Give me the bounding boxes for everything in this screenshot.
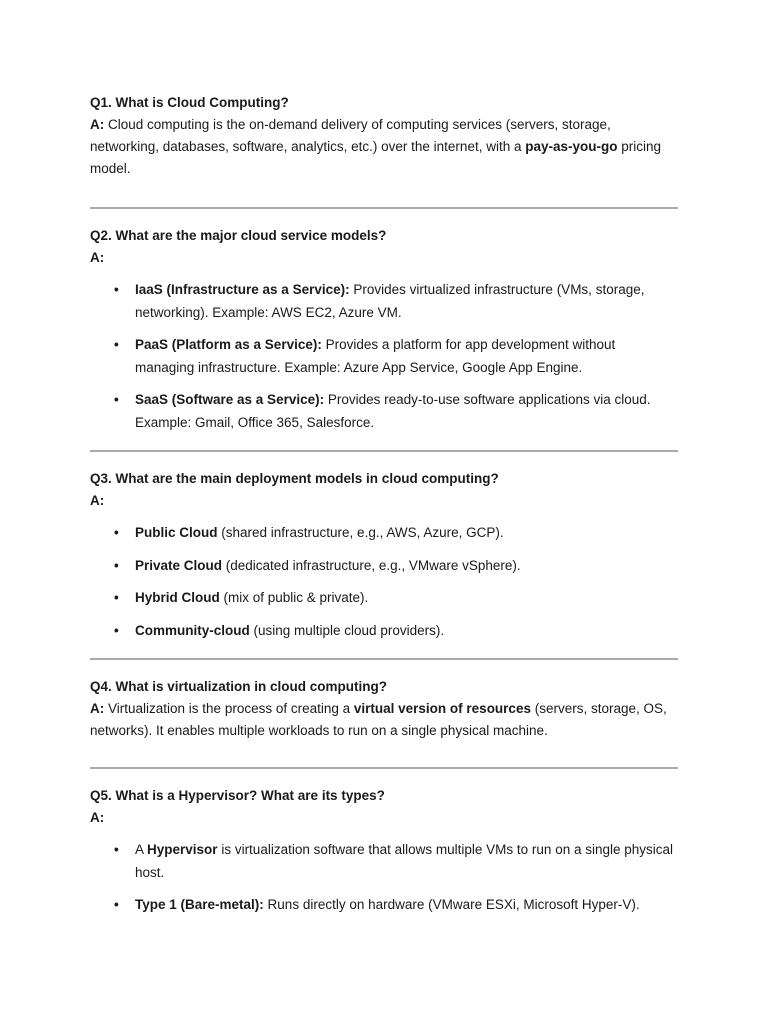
list-item (90, 620, 678, 643)
list-item-term: Private Cloud (135, 557, 223, 573)
list-item (90, 334, 678, 379)
divider-4 (90, 767, 678, 769)
divider-1 (90, 207, 678, 209)
list-item-term: Public Cloud (135, 525, 218, 540)
list-item-text: (shared infrastructure, e.g., AWS, Azure, GCP). (217, 525, 504, 540)
q1-answer (90, 114, 678, 180)
list-item (90, 279, 678, 324)
q2-answer (90, 247, 678, 269)
divider-2 (90, 450, 678, 452)
q1-answer-text-after: pricing model. (90, 139, 662, 176)
q5-answer-label: A: (90, 810, 105, 825)
list-item-text: (dedicated infrastructure, e.g., VMware vSphere). (222, 557, 521, 573)
list-item-term: Community-cloud (135, 622, 250, 638)
list-item-text: Runs directly on hardware (VMware ESXi, Microsoft Hyper-V). (263, 897, 640, 912)
q5-answer (90, 807, 678, 829)
list-item (90, 839, 678, 884)
list-item-text: is virtualization software that allows multiple VMs to run on a single physical host. (135, 842, 674, 880)
q1-answer-bold: pay-as-you-go (525, 139, 618, 154)
q3-question: Q3. What are the main deployment models in cloud computing? (90, 471, 499, 486)
q4-answer-text-before: Virtualization is the process of creating a (104, 701, 354, 716)
list-item-text: Provides a platform for app development without managing infrastructure. Example: Azure App Service, Google App Engine. (135, 337, 616, 375)
list-item-term: IaaS (Infrastructure as a Service): (135, 282, 350, 297)
list-item-text: (mix of public & private). (219, 590, 369, 605)
q3-answer-label: A: (90, 493, 105, 508)
q4-answer-label: A: (90, 701, 105, 716)
list-item (90, 894, 678, 917)
list-item-term: Hypervisor (147, 842, 218, 857)
q5-section (90, 785, 678, 917)
list-item (90, 587, 678, 610)
bullet-icon: • (114, 622, 119, 638)
q4-answer-bold: virtual version of resources (353, 701, 531, 716)
list-item-text: Provides ready-to-use software applications via cloud. Example: Gmail, Office 365, Salesforce. (135, 392, 651, 430)
bullet-icon: • (114, 897, 119, 912)
list-item-prefix: A (135, 842, 148, 857)
q1-answer-text-before: Cloud computing is the on-demand delivery of computing services (servers, storage, networking, databases, software, analytics, etc.) over the internet, with a (90, 117, 611, 154)
q1-section (90, 92, 678, 180)
q4-section (90, 676, 678, 742)
q2-list (90, 279, 678, 434)
list-item (90, 522, 678, 545)
list-item (90, 555, 678, 578)
bullet-icon: • (114, 337, 119, 352)
q3-list (90, 522, 678, 642)
bullet-icon: • (114, 282, 119, 297)
q3-section (90, 468, 678, 642)
bullet-icon: • (114, 842, 119, 857)
list-item-term: Hybrid Cloud (135, 590, 220, 605)
divider-3 (90, 658, 678, 660)
q2-section (90, 225, 678, 434)
bullet-icon: • (114, 525, 119, 540)
list-item-text: Provides virtualized infrastructure (VMs, storage, networking). Example: AWS EC2, Azure VM. (135, 282, 645, 320)
q5-list (90, 839, 678, 917)
list-item-term: Type 1 (Bare-metal): (135, 897, 264, 912)
q1-question: Q1. What is Cloud Computing? (90, 95, 289, 110)
q4-answer-text-after: (servers, storage, OS, networks). It enables multiple workloads to run on a single physical machine. (90, 701, 667, 738)
q1-answer-label: A: (90, 117, 105, 132)
bullet-icon: • (114, 590, 119, 605)
list-item (90, 389, 678, 434)
q2-question: Q2. What are the major cloud service models? (90, 228, 387, 243)
list-item-term: SaaS (Software as a Service): (135, 392, 325, 407)
bullet-icon: • (114, 392, 119, 407)
q4-question: Q4. What is virtualization in cloud computing? (90, 679, 388, 694)
bullet-icon: • (114, 557, 119, 573)
list-item-term: PaaS (Platform as a Service): (135, 337, 322, 352)
q5-question: Q5. What is a Hypervisor? What are its types? (90, 788, 385, 803)
q3-answer (90, 490, 678, 512)
q2-answer-label: A: (90, 250, 105, 265)
q4-answer (90, 698, 678, 742)
list-item-text: (using multiple cloud providers). (249, 622, 445, 638)
